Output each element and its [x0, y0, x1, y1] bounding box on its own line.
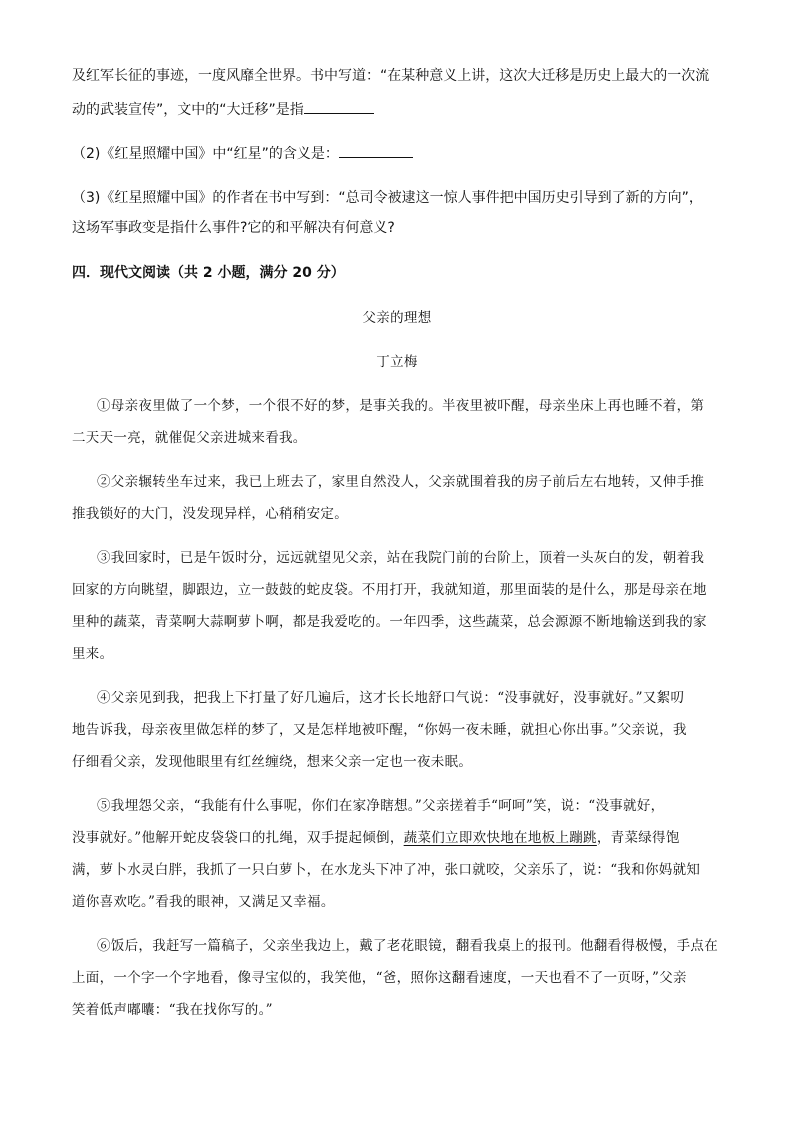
q1-text-line-1: 及红军长征的事迹，一度风靡全世界。书中写道：“在某种意义上讲，这次大迁移是历史上最大的一次流: [72, 68, 710, 84]
paragraph-6-line-2: 上面，一个字一个字地看，像寻宝似的，我笑他，“爸，照你这翻看速度，一天也看不了一页呀，”父亲: [72, 970, 687, 986]
paragraph-5-line-2-start: 没事就好。”他解开蛇皮袋袋口的扎绳，双手提起倾倒，: [72, 830, 404, 846]
q1-text-line-2-content: 动的武装宣传”，文中的“大迁移”是指: [72, 102, 304, 118]
paragraph-5-line-2-end: ，青菜绿得饱: [596, 830, 680, 846]
paragraph-5-line-3: 满，萝卜水灵白胖，我抓了一只白萝卜，在水龙头下冲了冲，张口就咬，父亲乐了，说：“我和你妈就知: [72, 862, 701, 878]
answer-blank-2[interactable]: [339, 143, 413, 158]
paragraph-3-line-3: 里种的蔬菜，青菜啊大蒜啊萝卜啊，都是我爱吃的。一年四季，这些蔬菜，总会源源不断地输送到我的家: [72, 614, 707, 630]
article-title: 父亲的理想: [362, 310, 432, 326]
paragraph-3-line-4: 里来。: [72, 646, 114, 662]
paragraph-1-line-1: ①母亲夜里做了一个梦，一个很不好的梦，是事关我的。半夜里被吓醒，母亲坐床上再也睡不着，第: [97, 398, 705, 414]
paragraph-5-line-1: ⑤我埋怨父亲，“我能有什么事呢，你们在家净瞎想。”父亲搓着手“呵呵”笑，说：“没事就好，: [97, 798, 665, 814]
q1-text-line-2: [72, 99, 374, 120]
paragraph-5-line-4: 道你喜欢吃。”看我的眼神，又满足又幸福。: [72, 894, 335, 910]
q3-text-line-2: 这场军事政变是指什么事件?它的和平解决有何意义?: [72, 220, 395, 236]
q2-text: [72, 143, 413, 164]
paragraph-3-line-2: 回家的方向眺望，脚跟边，立一鼓鼓的蛇皮袋。不用打开，我就知道，那里面装的是什么，那是母亲在地: [72, 582, 707, 598]
paragraph-6-line-3: 笑着低声嘟囔：“我在找你写的。”: [72, 1002, 273, 1018]
q2-label: （2)《红星照耀中国》中“红星”的含义是：: [72, 146, 339, 162]
paragraph-3-line-1: ③我回家时，已是午饭时分，远远就望见父亲，站在我院门前的台阶上，顶着一头灰白的发，朝着我: [97, 550, 705, 566]
paragraph-4-line-1: ④父亲见到我，把我上下打量了好几遍后，这才长长地舒口气说：“没事就好，没事就好。”又絮叨: [97, 690, 685, 706]
paragraph-1-line-2: 二天天一亮，就催促父亲进城来看我。: [72, 430, 307, 446]
underlined-sentence: 蔬菜们立即欢快地在地板上蹦跳: [403, 830, 597, 846]
paragraph-2-line-1: ②父亲辗转坐车过来，我已上班去了，家里自然没人，父亲就围着我的房子前后左右地转，又伸手推: [97, 474, 705, 490]
article-author: 丁立梅: [376, 354, 418, 370]
paragraph-6-line-1: ⑥饭后，我赶写一篇稿子，父亲坐我边上，戴了老花眼镜，翻看我桌上的报刊。他翻看得极慢，手点在: [97, 938, 718, 954]
paragraph-4-line-3: 仔细看父亲，发现他眼里有红丝缠绕，想来父亲一定也一夜未眠。: [72, 754, 473, 770]
section-heading: 四．现代文阅读（共 2 小题，满分 20 分）: [72, 265, 345, 281]
answer-blank-1[interactable]: [304, 99, 374, 114]
paragraph-2-line-2: 推我锁好的大门，没发现异样，心稍稍安定。: [72, 506, 348, 522]
paragraph-4-line-2: 地告诉我，母亲夜里做怎样的梦了，又是怎样地被吓醒，“你妈一夜未睡，就担心你出事。”父亲说，我: [72, 722, 687, 738]
q3-text-line-1: （3)《红星照耀中国》的作者在书中写到：“总司令被逮这一惊人事件把中国历史引导到了新的方向”，: [72, 190, 703, 206]
paragraph-5-line-2: [72, 828, 680, 848]
